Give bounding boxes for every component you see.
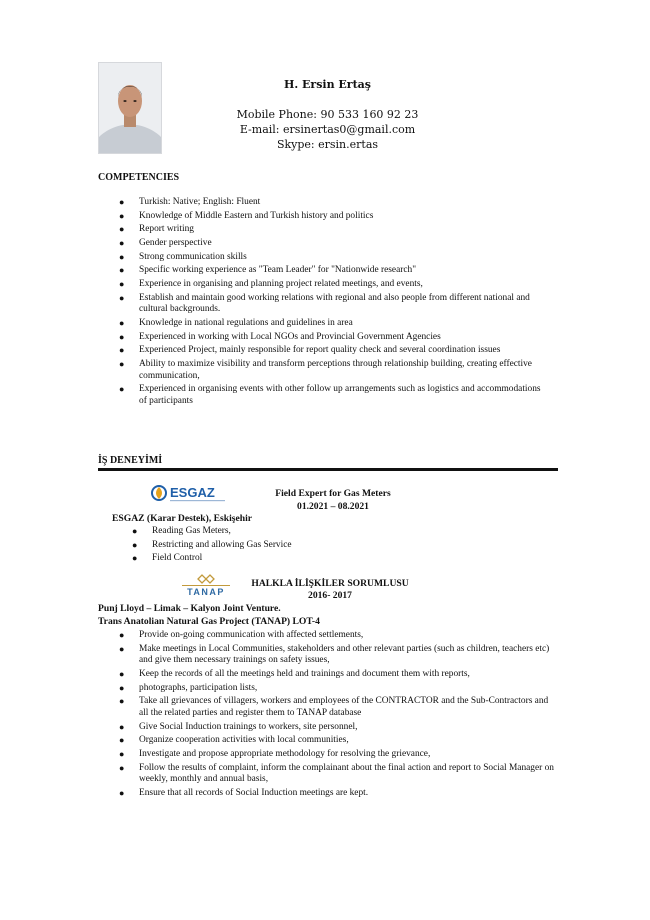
list-item: ● Take all grievances of villagers, workers and employees of the CONTRACTOR and the Sub-Contractors and all the related parties and register them to TANAP database — [119, 696, 549, 718]
tanap-logo-text: TANAP — [187, 587, 225, 597]
list-item: ● Establish and maintain good working relations with regional and also people from different national and cultural backgrounds. — [119, 292, 530, 315]
phone-line: Mobile Phone: 90 533 160 92 23 — [236, 108, 419, 121]
list-item: ● Provide on-going communication with affected settlements, — [119, 630, 364, 640]
list-item: ● Experience in organising and planning project related meetings, and events, — [119, 279, 423, 290]
list-item: ● Knowledge in national regulations and guidelines in area — [119, 318, 353, 329]
job-employer: Punj Lloyd – Limak – Kalyon Joint Venture. — [98, 603, 281, 614]
list-item: ● Experienced in organising events with other follow up arrangements such as logistics and accommodations of participants — [119, 384, 541, 407]
list-item: ● Strong communication skills — [119, 251, 247, 262]
experience-title: İŞ DENEYİMİ — [98, 455, 163, 466]
email-line: E-mail: ersinertas0@gmail.com — [239, 123, 416, 136]
job-dates: 2016- 2017 — [308, 590, 352, 601]
esgaz-logo-text: ESGAZ — [170, 485, 215, 500]
list-item: ● Ability to maximize visibility and transform perceptions through relationship building, creating effective communication, — [119, 359, 532, 381]
tanap-logo — [176, 573, 236, 599]
section-divider — [98, 468, 558, 471]
list-item: ● photographs, participation lists, — [119, 682, 258, 693]
job-employer: ESGAZ (Karar Destek), Eskişehir — [112, 513, 252, 524]
list-item: ● Make meetings in Local Communities, stakeholders and other relevant parties (such as children, teachers etc) and give them necessary trainings on safety issues, — [119, 643, 550, 666]
job-project: Trans Anatolian Natural Gas Project (TANAP) LOT-4 — [98, 616, 320, 627]
list-item: ● Experienced Project, mainly responsible for report quality check and several coordination issues — [119, 345, 501, 356]
list-item: ● Knowledge of Middle Eastern and Turkish history and politics — [119, 210, 374, 221]
list-item: ● Experienced in working with Local NGOs and Provincial Government Agencies — [119, 331, 441, 342]
list-item: ● Ensure that all records of Social Induction meetings are kept. — [119, 787, 369, 798]
job-duties-list — [119, 630, 559, 802]
skype-line: Skype: ersin.ertas — [276, 138, 379, 151]
list-item: ● Reading Gas Meters, — [132, 526, 231, 536]
competencies-list — [119, 197, 549, 410]
list-item: ● Give Social Induction trainings to workers, site personnel, — [119, 721, 358, 732]
list-item: ● Specific working experience as "Team Leader" for "Nationwide research" — [119, 265, 417, 276]
job-title: HALKLA İLİŞKİLER SORUMLUSU — [251, 578, 409, 589]
list-item: ● Field Control — [132, 553, 203, 564]
esgaz-logo — [150, 483, 230, 505]
competencies-title: COMPETENCIES — [98, 172, 180, 183]
job-duties-list — [132, 526, 532, 567]
profile-photo — [98, 62, 162, 154]
list-item: ● Report writing — [119, 224, 194, 235]
list-item: ● Investigate and propose appropriate methodology for resolving the grievance, — [119, 749, 431, 759]
contact-header — [215, 78, 440, 152]
candidate-name: H. Ersin Ertaş — [283, 78, 371, 91]
list-item: ● Follow the results of complaint, inform the complainant about the final action and report to Social Manager on weekly, monthly and annual basis, — [119, 762, 554, 785]
list-item: ● Organize cooperation activities with local communities, — [119, 735, 349, 746]
job-title: Field Expert for Gas Meters — [275, 488, 391, 499]
list-item: ● Keep the records of all the meetings held and trainings and document them with reports, — [119, 668, 470, 679]
list-item: ● Gender perspective — [119, 238, 212, 249]
list-item: ● Turkish: Native; English: Fluent — [119, 197, 261, 207]
list-item: ● Restricting and allowing Gas Service — [132, 539, 292, 550]
job-dates: 01.2021 – 08.2021 — [297, 501, 369, 512]
